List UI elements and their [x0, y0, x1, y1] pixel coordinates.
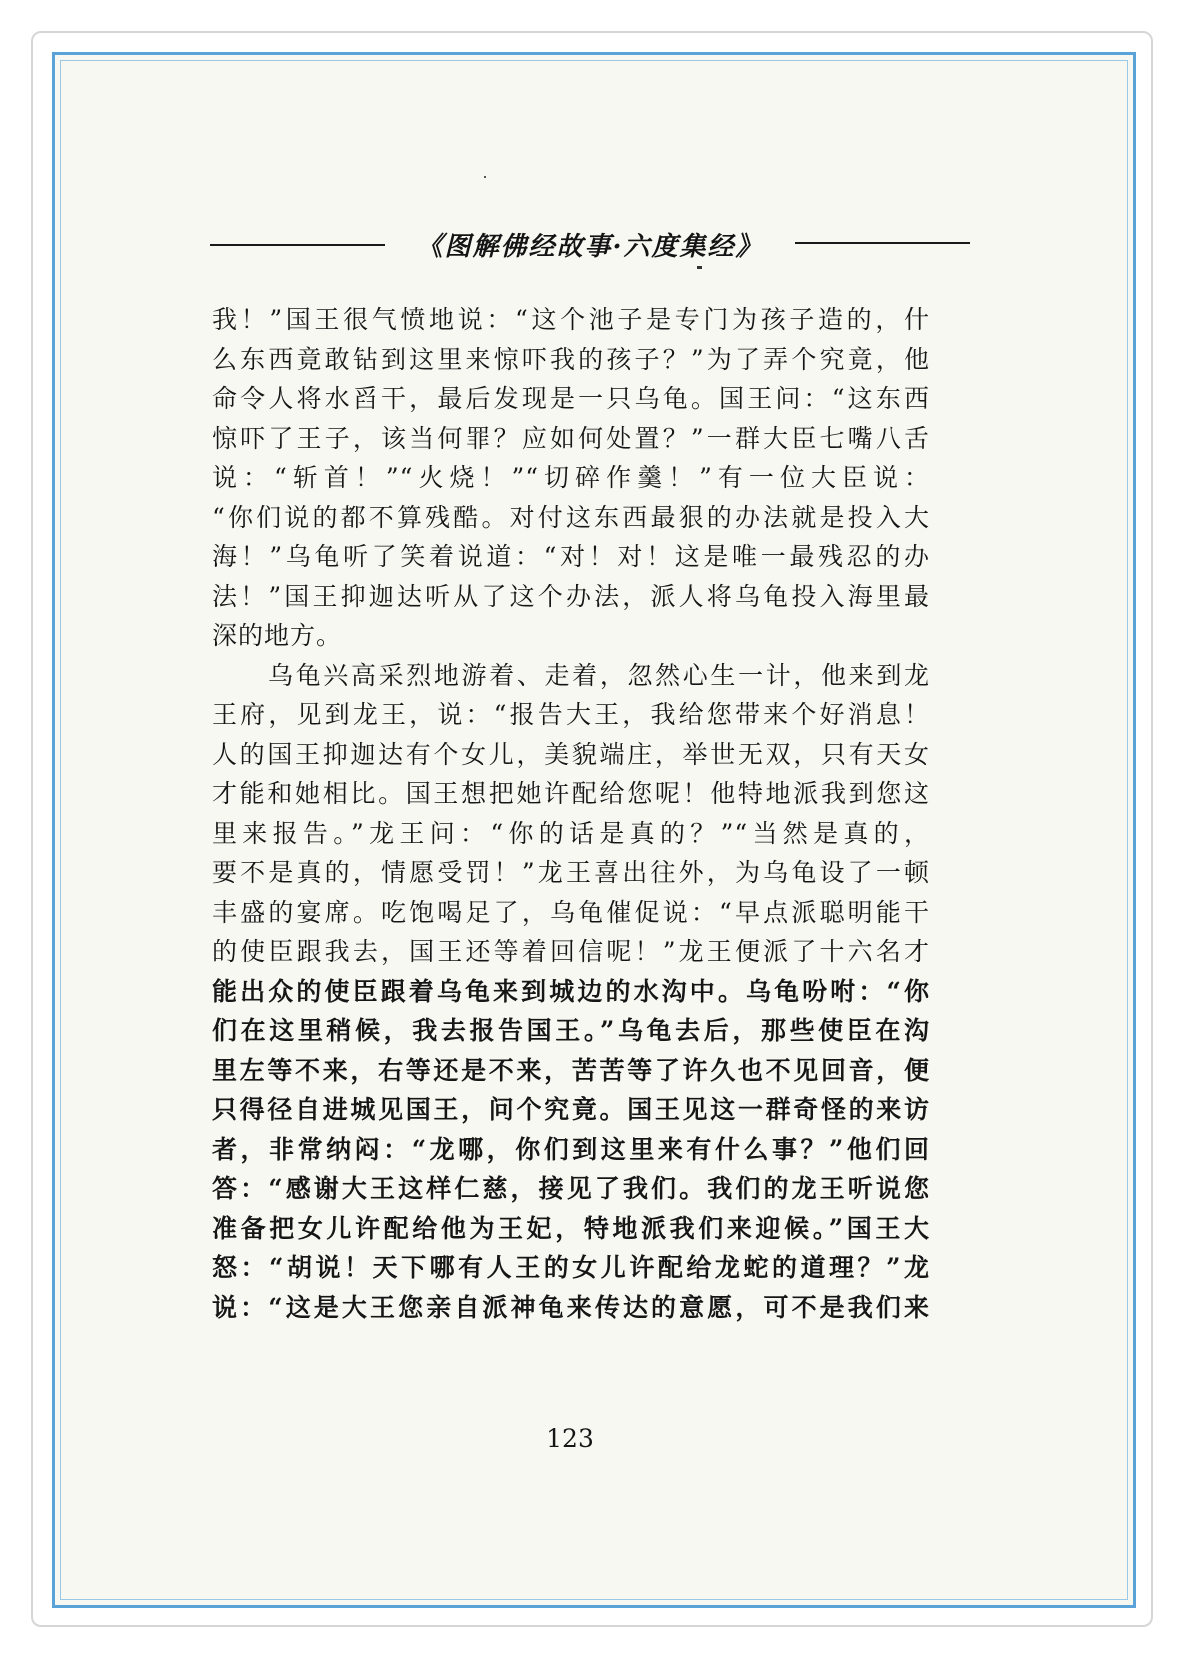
text-line: 者，非常纳闷：“龙哪，你们到这里来有什么事？”他们回 [212, 1134, 930, 1164]
header-rule-left [210, 244, 385, 246]
text-line: 丰盛的宴席。吃饱喝足了，乌龟催促说：“早点派聪明能干 [212, 897, 930, 927]
text-line: 惊吓了王子，该当何罪？应如何处置？”一群大臣七嘴八舌 [212, 423, 930, 453]
body-text [212, 300, 930, 1327]
text-line: 能出众的使臣跟着乌龟来到城边的水沟中。乌龟吩咐：“你 [212, 976, 930, 1006]
text-line: 王府，见到龙王，说：“报告大王，我给您带来个好消息！ [212, 700, 930, 729]
text-line: 答：“感谢大王这样仁慈，接见了我们。我们的龙王听说您 [212, 1174, 930, 1203]
text-line: 人的国王抑迦达有个女儿，美貌端庄，举世无双，只有天女 [212, 739, 930, 769]
text-line: 们在这里稍候，我去报告国王。”乌龟去后，那些使臣在沟 [212, 1016, 930, 1045]
scan-speck [484, 176, 486, 178]
header-rule-right [795, 242, 970, 244]
text-line: 说：“这是大王您亲自派神龟来传达的意愿，可不是我们来 [212, 1292, 930, 1322]
text-line: 要不是真的，情愿受罚！”龙王喜出往外，为乌龟设了一顿 [212, 858, 930, 887]
text-line: 么东西竟敢钻到这里来惊吓我的孩子？”为了弄个究竟，他 [212, 344, 930, 374]
text-line: 里来报告。”龙王问：“你的话是真的？”“当然是真的， [212, 818, 930, 848]
paragraph-start-line: 乌龟兴高采烈地游着、走着，忽然心生一计，他来到龙 [268, 660, 930, 690]
text-line: 海！”乌龟听了笑着说道：“对！对！这是唯一最残忍的办 [212, 542, 930, 571]
text-line: 里左等不来，右等还是不来，苦苦等了许久也不见回音，便 [212, 1055, 930, 1085]
header-title: 《图解佛经故事·六度集经》 [416, 232, 764, 262]
text-line: “你们说的都不算残酷。对付这东西最狠的办法就是投入大 [212, 502, 930, 532]
text-line: 深的地方。 [212, 621, 343, 650]
text-line: 的使臣跟我去，国王还等着回信呢！”龙王便派了十六名才 [212, 937, 930, 966]
text-line: 只得径自进城见国王，问个究竟。国王见这一群奇怪的来访 [212, 1095, 930, 1124]
header-dot [697, 266, 702, 269]
text-line: 法！”国王抑迦达听从了这个办法，派人将乌龟投入海里最 [212, 581, 930, 611]
page-number: 123 [546, 1424, 594, 1453]
text-line: 才能和她相比。国王想把她许配给您呢！他特地派我到您这 [212, 779, 930, 808]
text-line: 说：“斩首！”“火烧！”“切碎作羹！”有一位大臣说： [212, 463, 930, 492]
text-line: 我！”国王很气愤地说：“这个池子是专门为孩子造的，什 [212, 305, 930, 334]
text-line: 怒：“胡说！天下哪有人王的女儿许配给龙蛇的道理？”龙 [212, 1253, 930, 1282]
text-line: 准备把女儿许配给他为王妃，特地派我们来迎候。”国王大 [212, 1213, 930, 1243]
running-header [210, 222, 970, 262]
text-line: 命令人将水舀干，最后发现是一只乌龟。国王问：“这东西 [212, 384, 930, 413]
